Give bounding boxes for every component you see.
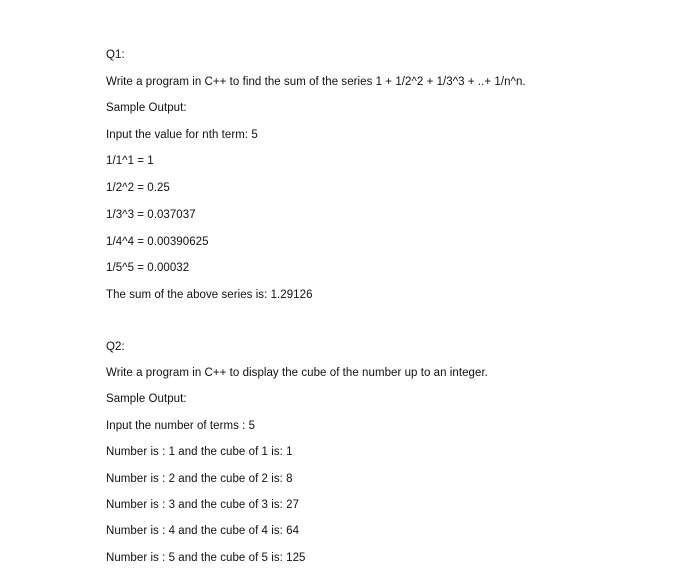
question-2-prompt: Write a program in C++ to display the cube of the number up to an integer. (106, 367, 488, 379)
question-2-output-line: Number is : 5 and the cube of 5 is: 125 (106, 552, 306, 564)
question-2-output-line: Number is : 3 and the cube of 3 is: 27 (106, 499, 300, 511)
question-1-sample-label: Sample Output: (106, 102, 187, 114)
question-2-output-line: Number is : 4 and the cube of 4 is: 64 (106, 525, 300, 537)
question-1-heading: Q1: (106, 49, 125, 61)
question-2-output-line: Number is : 1 and the cube of 1 is: 1 (106, 446, 293, 458)
question-1-output-line: 1/5^5 = 0.00032 (106, 262, 190, 274)
question-1-input-line: Input the value for nth term: 5 (106, 129, 258, 141)
question-1-output-line: 1/4^4 = 0.00390625 (106, 236, 209, 248)
question-1-prompt: Write a program in C++ to find the sum of the series 1 + 1/2^2 + 1/3^3 + ..+ 1/n^n. (106, 76, 526, 88)
question-1-output-line: 1/1^1 = 1 (106, 155, 154, 167)
question-1-sum-line: The sum of the above series is: 1.29126 (106, 289, 313, 301)
question-1-output-line: 1/2^2 = 0.25 (106, 182, 170, 194)
question-1-output-line: 1/3^3 = 0.037037 (106, 209, 196, 221)
question-2-heading: Q2: (106, 341, 125, 353)
question-2-output-line: Number is : 2 and the cube of 2 is: 8 (106, 473, 293, 485)
question-2-sample-label: Sample Output: (106, 393, 187, 405)
question-2-input-line: Input the number of terms : 5 (106, 420, 256, 432)
